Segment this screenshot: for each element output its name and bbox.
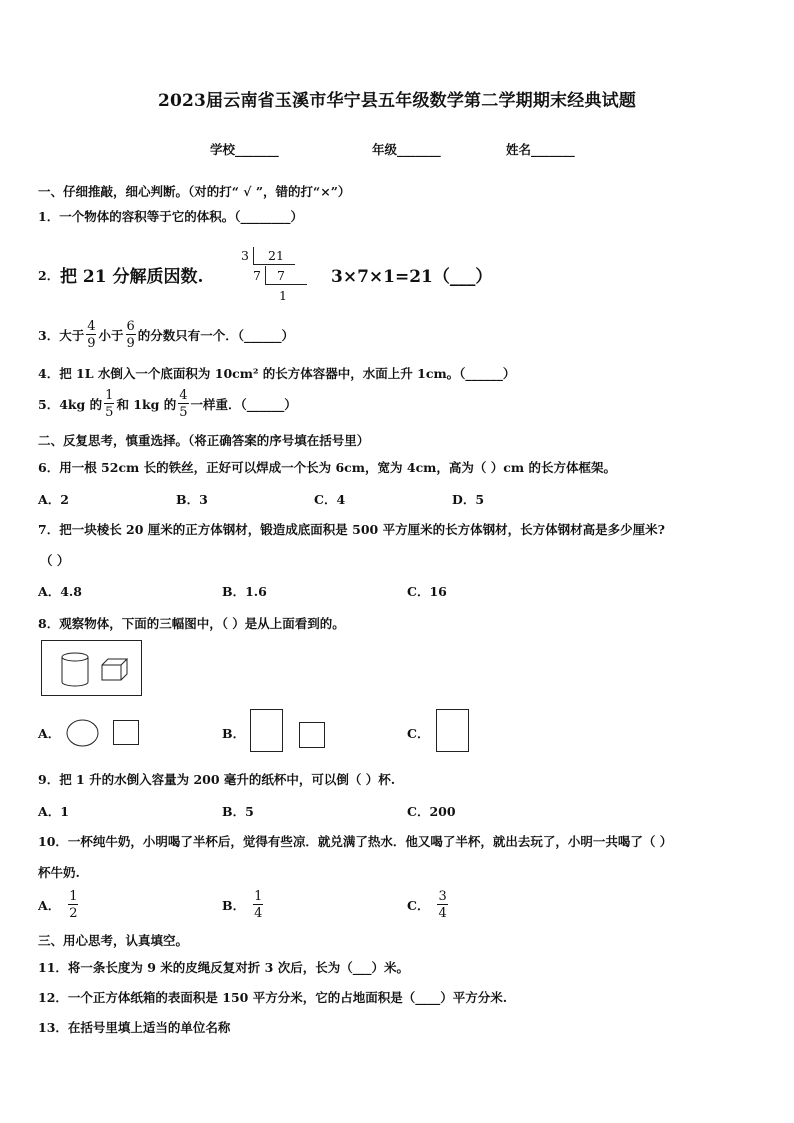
fraction-3-4: $\frac{3}{4}$ (438, 889, 447, 921)
q6-option-a: A．2 (38, 492, 69, 507)
question-3 (38, 320, 294, 350)
grade-field: 年级_______ (372, 142, 441, 157)
quotient-1: 1 (279, 288, 287, 303)
question-12: 12．一个正方体纸箱的表面积是 150 平方分米，它的占地面积是（____）平方分米. (38, 990, 508, 1005)
question-10-line-1: 10．一杯纯牛奶，小明喝了半杯后，觉得有些凉．就兑满了热水．他又喝了半杯，就出去玩了，小明一共喝了（ ） (38, 834, 673, 849)
question-10-line-2: 杯牛奶. (38, 865, 80, 880)
q10-option-b: B． $\frac{1}{4}$ (222, 889, 263, 921)
tall-rectangle-shape (250, 709, 283, 752)
question-3-pre: 3．大于 (38, 328, 85, 343)
fraction-4-9: $\frac{4}{9}$ (87, 319, 96, 351)
q9-option-b: B．5 (222, 804, 254, 819)
cylinder-icon (62, 653, 88, 686)
question-6: 6．用一根 52cm 长的铁丝，正好可以焊成一个长为 6cm，宽为 4cm，高为（ ）cm 的长方体框架。 (38, 460, 616, 475)
q6-option-b: B．3 (176, 492, 208, 507)
question-5 (38, 389, 297, 419)
quotient-7: 7 (277, 268, 285, 283)
q7-option-b: B．1.6 (222, 584, 267, 599)
q8-option-b: B． (222, 726, 246, 741)
question-5-post: 一样重．（______） (190, 397, 297, 412)
name-field: 姓名_______ (506, 142, 575, 157)
question-5-pre: 5．4kg 的 (38, 397, 103, 412)
question-2-text: 把 21 分解质因数. (60, 267, 204, 287)
fraction-6-9: $\frac{6}{9}$ (126, 319, 135, 351)
divisor-3: 3 (241, 248, 249, 263)
section-3-heading: 三、用心思考，认真填空。 (38, 933, 189, 948)
q7-option-a: A．4.8 (38, 584, 82, 599)
q6-option-c: C．4 (314, 492, 346, 507)
q7-option-c: C．16 (407, 584, 447, 599)
small-square-shape (299, 722, 325, 748)
divisor-7: 7 (253, 268, 261, 283)
fraction-4-5: $\frac{4}{5}$ (179, 388, 188, 420)
circle-shape (66, 718, 100, 748)
dividend-21: 21 (268, 248, 284, 263)
school-field: 学校_______ (210, 142, 279, 157)
q10-option-c: C． $\frac{3}{4}$ (407, 889, 447, 921)
cylinder-and-cube-figure (41, 640, 142, 696)
square-shape (113, 720, 139, 745)
fraction-1-2: $\frac{1}{2}$ (69, 889, 78, 921)
page-title: 2023届云南省玉溪市华宁县五年级数学第二学期期末经典试题 (157, 91, 637, 111)
division-bar-1 (253, 247, 254, 265)
question-4: 4．把 1L 水倒入一个底面积为 10cm² 的长方体容器中，水面上升 1cm。（______） (38, 366, 516, 381)
cube-icon (102, 659, 127, 680)
fraction-1-5: $\frac{1}{5}$ (105, 388, 114, 420)
fraction-1-4: $\frac{1}{4}$ (254, 889, 263, 921)
division-bar-2 (265, 266, 266, 284)
question-13: 13．在括号里填上适当的单位名称 (38, 1020, 231, 1035)
division-line-1 (253, 264, 295, 265)
question-8: 8．观察物体，下面的三幅图中，（ ）是从上面看到的。 (38, 616, 345, 631)
q9-option-a: A．1 (38, 804, 69, 819)
section-1-heading: 一、仔细推敲，细心判断。（对的打“ √ ”，错的打“×”） (38, 184, 351, 199)
question-9: 9．把 1 升的水倒入容量为 200 毫升的纸杯中，可以倒（ ）杯. (38, 772, 396, 787)
q8-option-c: C． (407, 726, 430, 741)
question-1: 1．一个物体的容积等于它的体积。（________） (38, 209, 303, 224)
question-7-paren: （ ） (40, 553, 70, 568)
q9-option-c: C．200 (407, 804, 456, 819)
q6-option-d: D．5 (452, 492, 485, 507)
q8-option-a: A． (38, 726, 61, 741)
question-5-mid: 和 1kg 的 (116, 397, 177, 412)
question-3-post: 的分数只有一个．（______） (137, 328, 295, 343)
section-2-heading: 二、反复思考，慎重选择。（将正确答案的序号填在括号里） (38, 433, 370, 448)
question-11: 11．将一条长度为 9 米的皮绳反复对折 3 次后，长为（___）米。 (38, 960, 409, 975)
division-line-2 (265, 284, 307, 285)
question-3-mid: 小于 (98, 328, 124, 343)
question-2-number: 2． (38, 268, 60, 283)
question-7: 7．把一块棱长 20 厘米的正方体钢材，锻造成底面积是 500 平方厘米的长方体钢材，长方体钢材高是多少厘米? (38, 522, 665, 537)
rectangle-shape (436, 709, 469, 752)
q10-option-a: A． $\frac{1}{2}$ (38, 889, 78, 921)
question-2-result: 3×7×1=21（___） (331, 267, 493, 287)
